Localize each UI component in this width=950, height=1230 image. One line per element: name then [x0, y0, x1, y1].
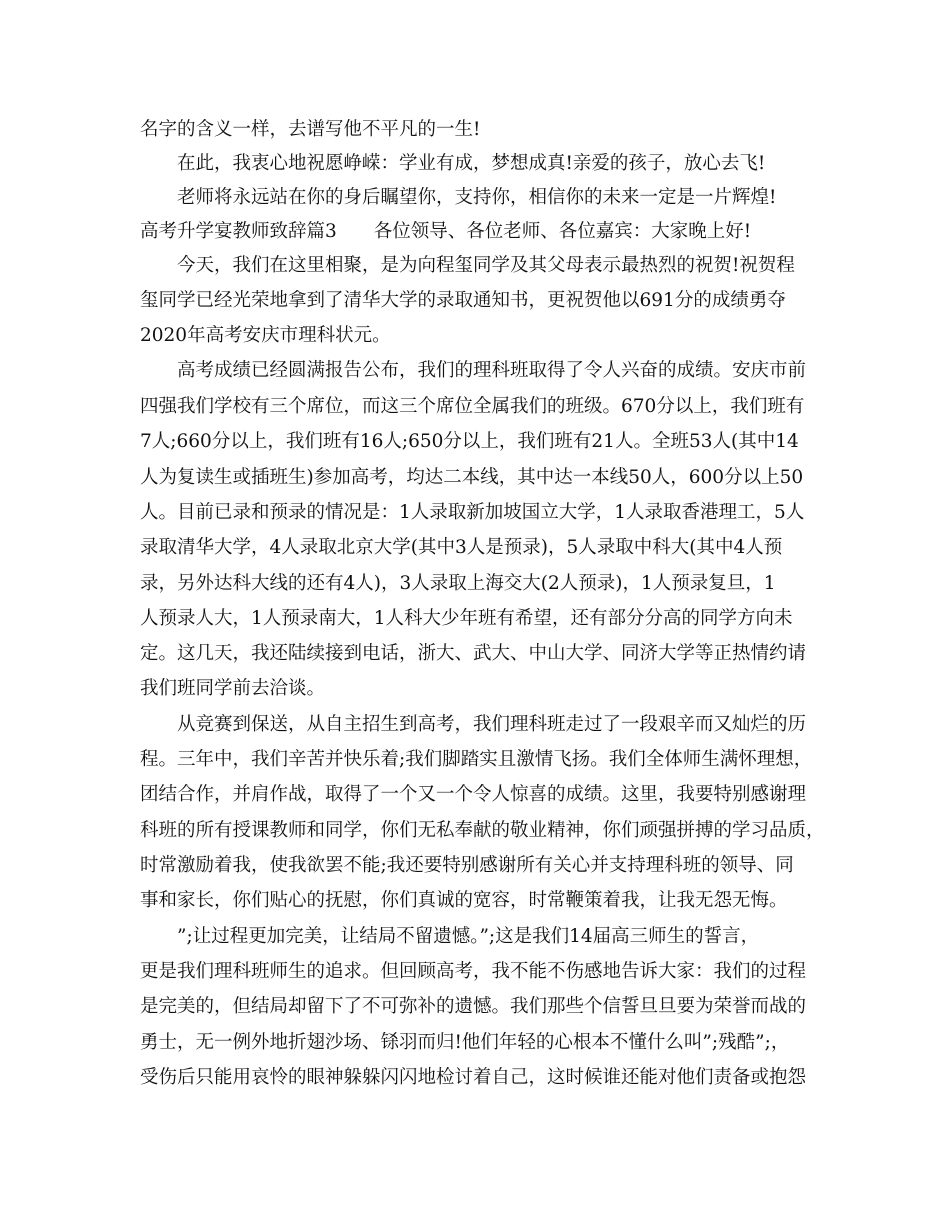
text-line: 人预录人大，1人预录南大，1人科大少年班有希望，还有部分分高的同学方向未	[140, 608, 793, 629]
text-line: 是完美的，但结局却留下了不可弥补的遗憾。我们那些个信誓旦旦要为荣誉而战的	[140, 996, 807, 1017]
text-line: 团结合作，并肩作战，取得了一个又一个令人惊喜的成绩。这里，我要特别感谢理	[140, 784, 807, 805]
text-line: 高考成绩已经圆满报告公布，我们的理科班取得了令人兴奋的成绩。安庆市前	[177, 360, 807, 381]
text-line: 在此，我衷心地祝愿峥嵘：学业有成，梦想成真!亲爱的孩子，放心去飞!	[177, 153, 766, 174]
text-line: 今天，我们在这里相聚，是为向程玺同学及其父母表示最热烈的祝贺!祝贺程	[177, 255, 795, 276]
text-line: 人。目前已录和预录的情况是：1人录取新加坡国立大学，1人录取香港理工，5人	[140, 502, 805, 523]
text-line: 老师将永远站在你的身后瞩望你，支持你，相信你的未来一定是一片辉煌!	[177, 187, 777, 208]
text-line: 四强我们学校有三个席位，而这三个席位全属我们的班级。670分以上，我们班有	[140, 396, 805, 417]
text-line: 录，另外达科大线的还有4人)，3人录取上海交大(2人预录)，1人预录复旦，1	[140, 573, 776, 594]
text-line: 2020年高考安庆市理科状元。	[140, 325, 391, 346]
text-line: ”;让过程更加完美，让结局不留遗憾。”;这是我们14届高三师生的誓言，	[177, 926, 760, 947]
text-line: 更是我们理科班师生的追求。但回顾高考，我不能不伤感地告诉大家：我们的过程	[140, 961, 807, 982]
text-line: 科班的所有授课教师和同学，你们无私奉献的敬业精神，你们顽强拼搏的学习品质，	[140, 820, 825, 841]
text-line: 7人;660分以上，我们班有16人;650分以上，我们班有21人。全班53人(其中14	[140, 431, 799, 452]
text-line: 程。三年中，我们辛苦并快乐着;我们脚踏实且激情飞扬。我们全体师生满怀理想，	[140, 749, 813, 770]
text-line: 受伤后只能用哀怜的眼神躲躲闪闪地检讨着自己，这时候谁还能对他们责备或抱怨	[140, 1067, 807, 1088]
text-line: 时常激励着我，使我欲罢不能;我还要特别感谢所有关心并支持理科班的领导、同	[140, 855, 794, 876]
text-line: 录取清华大学，4人录取北京大学(其中3人是预录)，5人录取中科大(其中4人预	[140, 537, 783, 558]
text-line: 从竞赛到保送，从自主招生到高考，我们理科班走过了一段艰辛而又灿烂的历	[177, 714, 807, 735]
text-line: 我们班同学前去洽谈。	[140, 678, 326, 699]
text-line: 事和家长，你们贴心的抚慰，你们真诚的宽容，时常鞭策着我，让我无怨无悔。	[140, 890, 788, 911]
section-heading-line: 高考升学宴教师致辞篇3 各位领导、各位老师、各位嘉宾：大家晚上好!	[140, 221, 752, 242]
text-line: 勇士，无一例外地折翅沙场、铩羽而归!他们年轻的心根本不懂什么叫”;残酷”;，	[140, 1032, 790, 1053]
text-line: 名字的含义一样，去谱写他不平凡的一生!	[140, 119, 481, 140]
text-line: 定。这几天，我还陆续接到电话，浙大、武大、中山大学、同济大学等正热情约请	[140, 643, 807, 664]
text-line: 玺同学已经光荣地拿到了清华大学的录取通知书，更祝贺他以691分的成绩勇夺	[140, 290, 786, 311]
text-line: 人为复读生或插班生)参加高考，均达二本线，其中达一本线50人，600分以上50	[140, 467, 804, 488]
